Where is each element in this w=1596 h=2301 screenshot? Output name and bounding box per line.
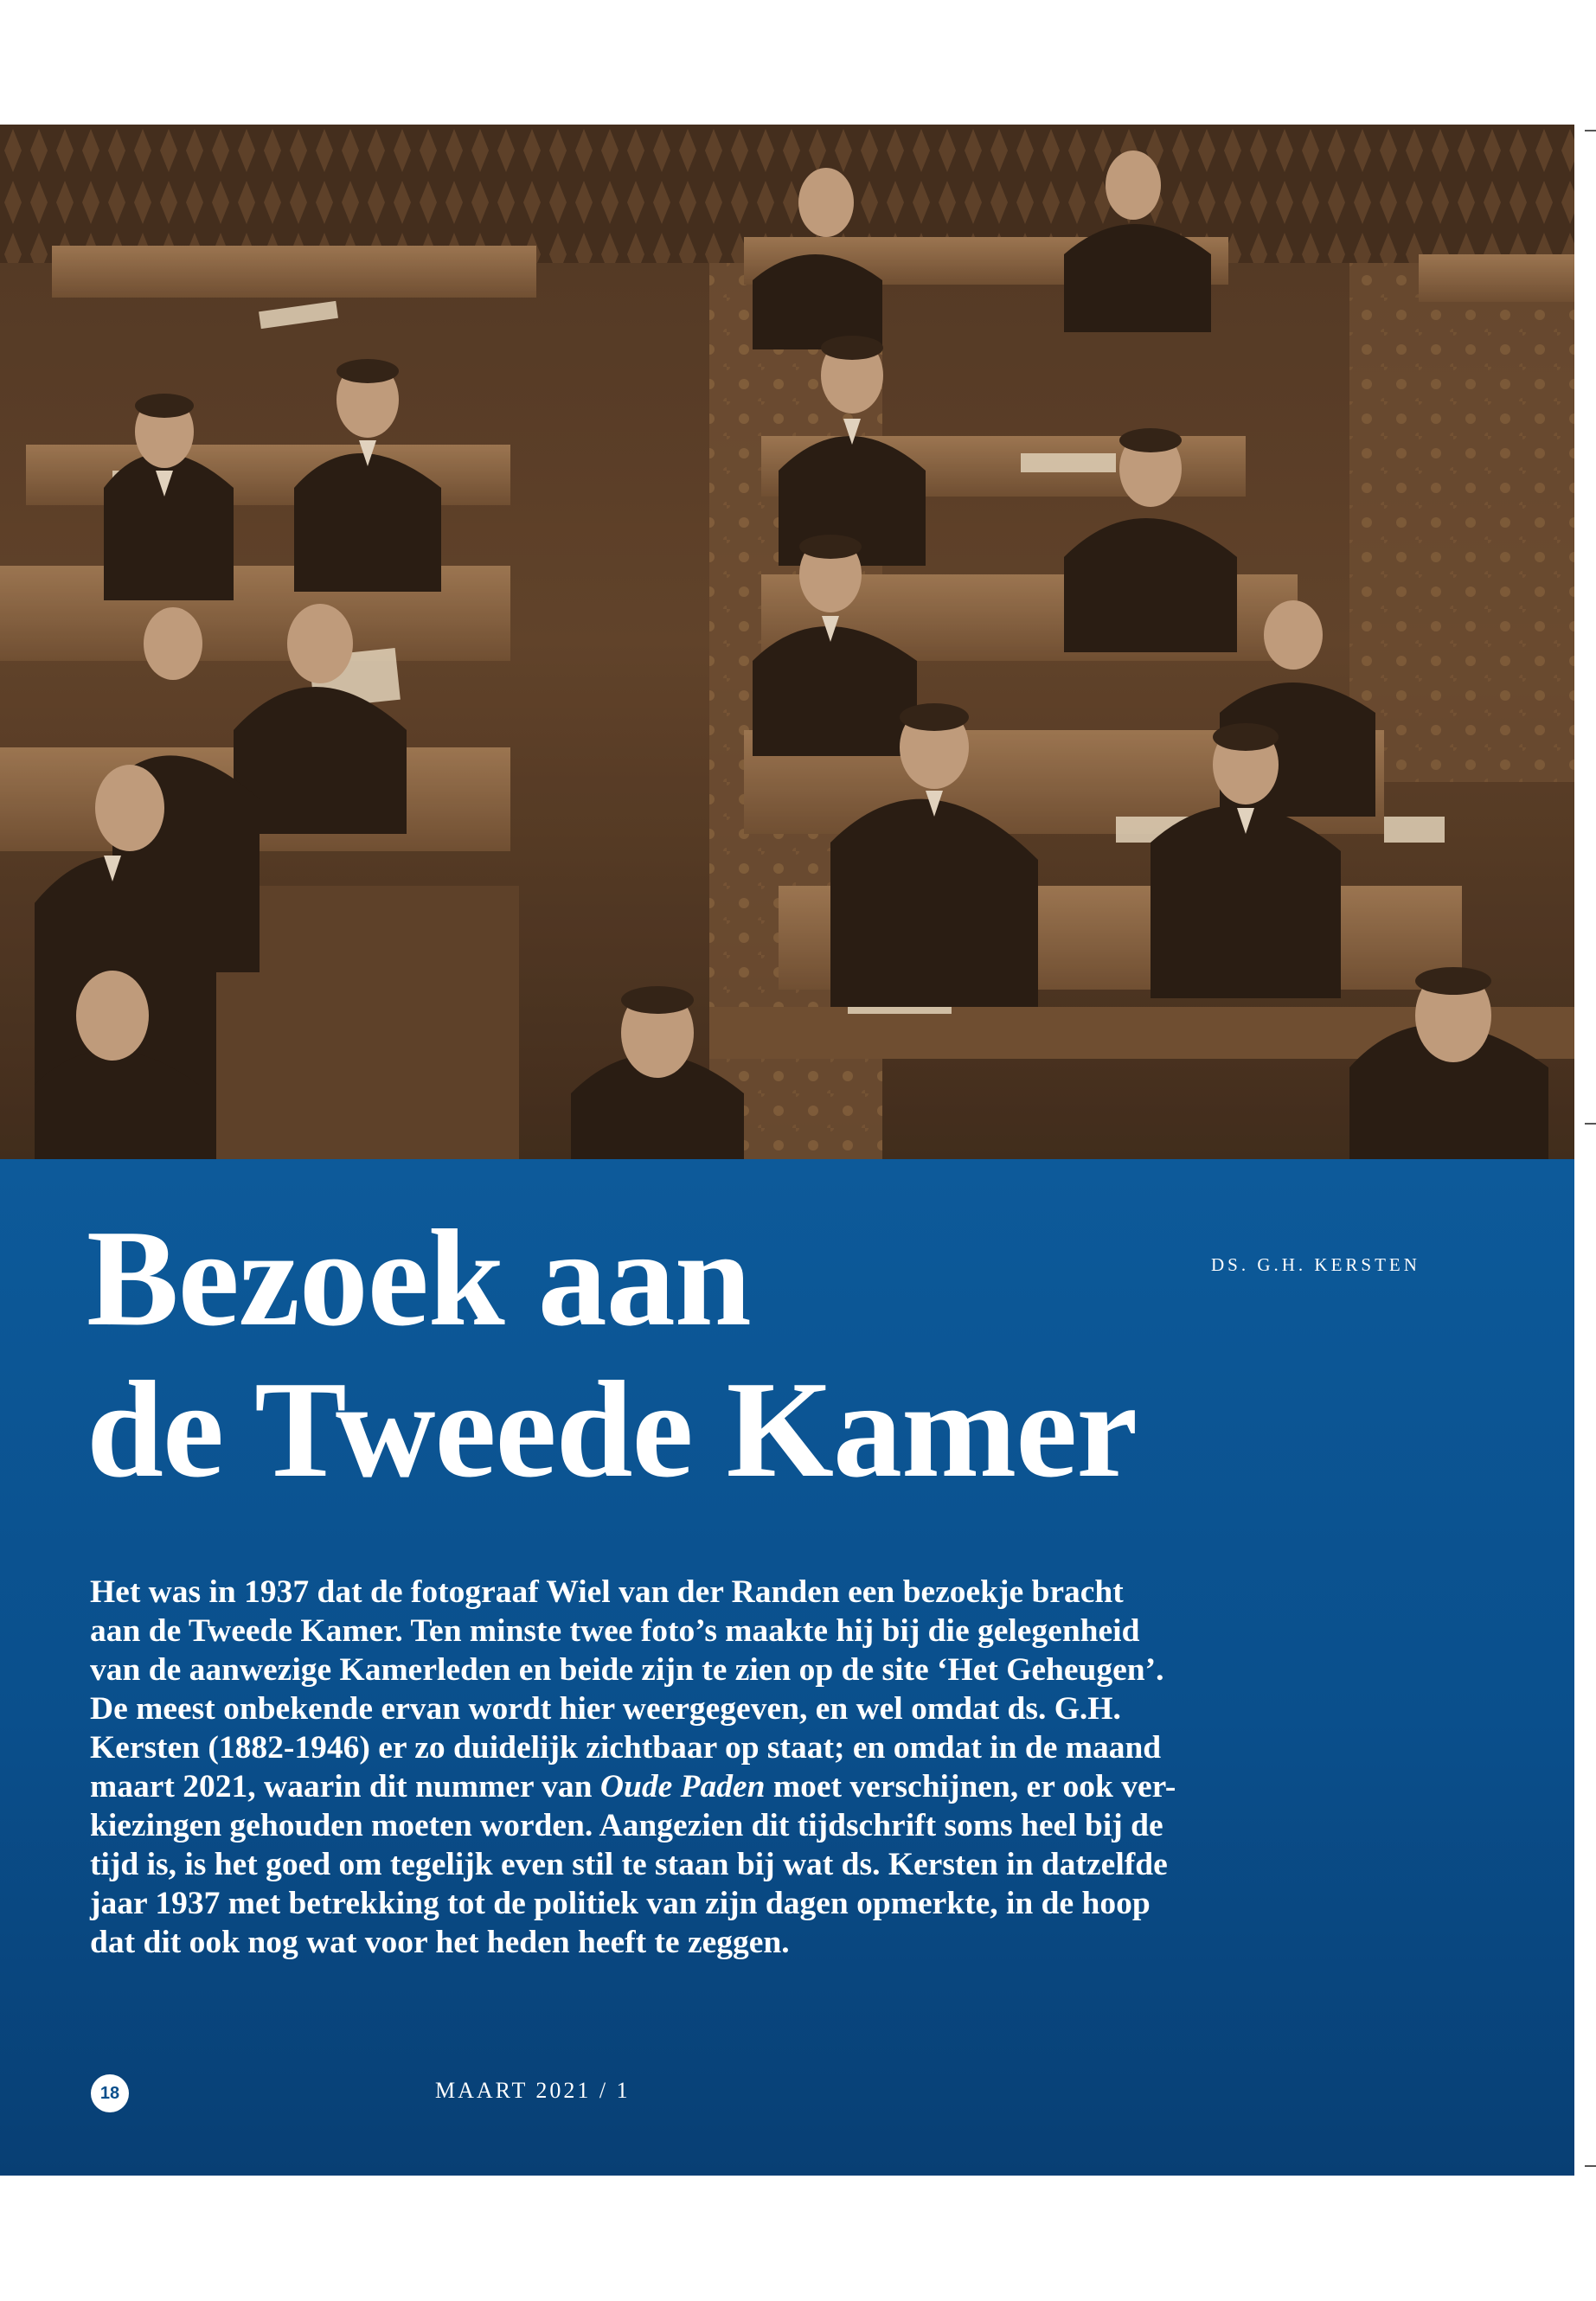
- page-number-badge: 18: [91, 2074, 129, 2112]
- article-header-panel: [0, 1159, 1574, 2176]
- crop-mark-mid-right: [1585, 1123, 1596, 1125]
- intro-line: van de aanwezige Kamerleden en beide zijn te zien op de site ‘Het Geheugen’.: [90, 1652, 1164, 1688]
- parliament-photo-illustration: [0, 125, 1574, 1159]
- article-title: [87, 1202, 1137, 1505]
- crop-mark-top-right: [1585, 130, 1596, 131]
- magazine-title: Oude Paden: [599, 1769, 766, 1804]
- intro-line: Het was in 1937 dat de fotograaf Wiel van der Randen een bezoekje bracht: [90, 1574, 1124, 1610]
- intro-line: aan de Tweede Kamer. Ten minste twee foto’s maakte hij bij die gelegenheid: [90, 1613, 1140, 1649]
- intro-line: De meest onbekende ervan wordt hier weergegeven, en wel omdat ds. G.H.: [90, 1691, 1121, 1727]
- article-title-line-1: Bezoek aan: [87, 1201, 751, 1355]
- issue-label: MAART 2021 / 1: [435, 2078, 631, 2103]
- article-intro: [90, 1573, 1422, 1962]
- parliament-photo: [0, 125, 1574, 1159]
- intro-line-with-title: [90, 1767, 1422, 1806]
- article-author: DS. G.H. KERSTEN: [1211, 1254, 1420, 1275]
- intro-line-part: moet verschijnen, er ook ver-: [772, 1769, 1176, 1804]
- intro-line-part: maart 2021, waarin dit nummer van: [90, 1769, 593, 1804]
- intro-line: Kersten (1882-1946) er zo duidelijk zichtbaar op staat; en omdat in de maand: [90, 1730, 1162, 1766]
- intro-line: kiezingen gehouden moeten worden. Aangezien dit tijdschrift soms heel bij de: [90, 1808, 1163, 1843]
- intro-line: dat dit ook nog wat voor het heden heeft te zeggen.: [90, 1925, 790, 1960]
- intro-line: tijd is, is het goed om tegelijk even stil te staan bij wat ds. Kersten in datzelfde: [90, 1847, 1168, 1882]
- crop-mark-bottom-right: [1585, 2165, 1596, 2167]
- intro-line: jaar 1937 met betrekking tot de politiek van zijn dagen opmerkte, in de hoop: [90, 1886, 1151, 1921]
- article-title-line-2: de Tweede Kamer: [87, 1352, 1138, 1506]
